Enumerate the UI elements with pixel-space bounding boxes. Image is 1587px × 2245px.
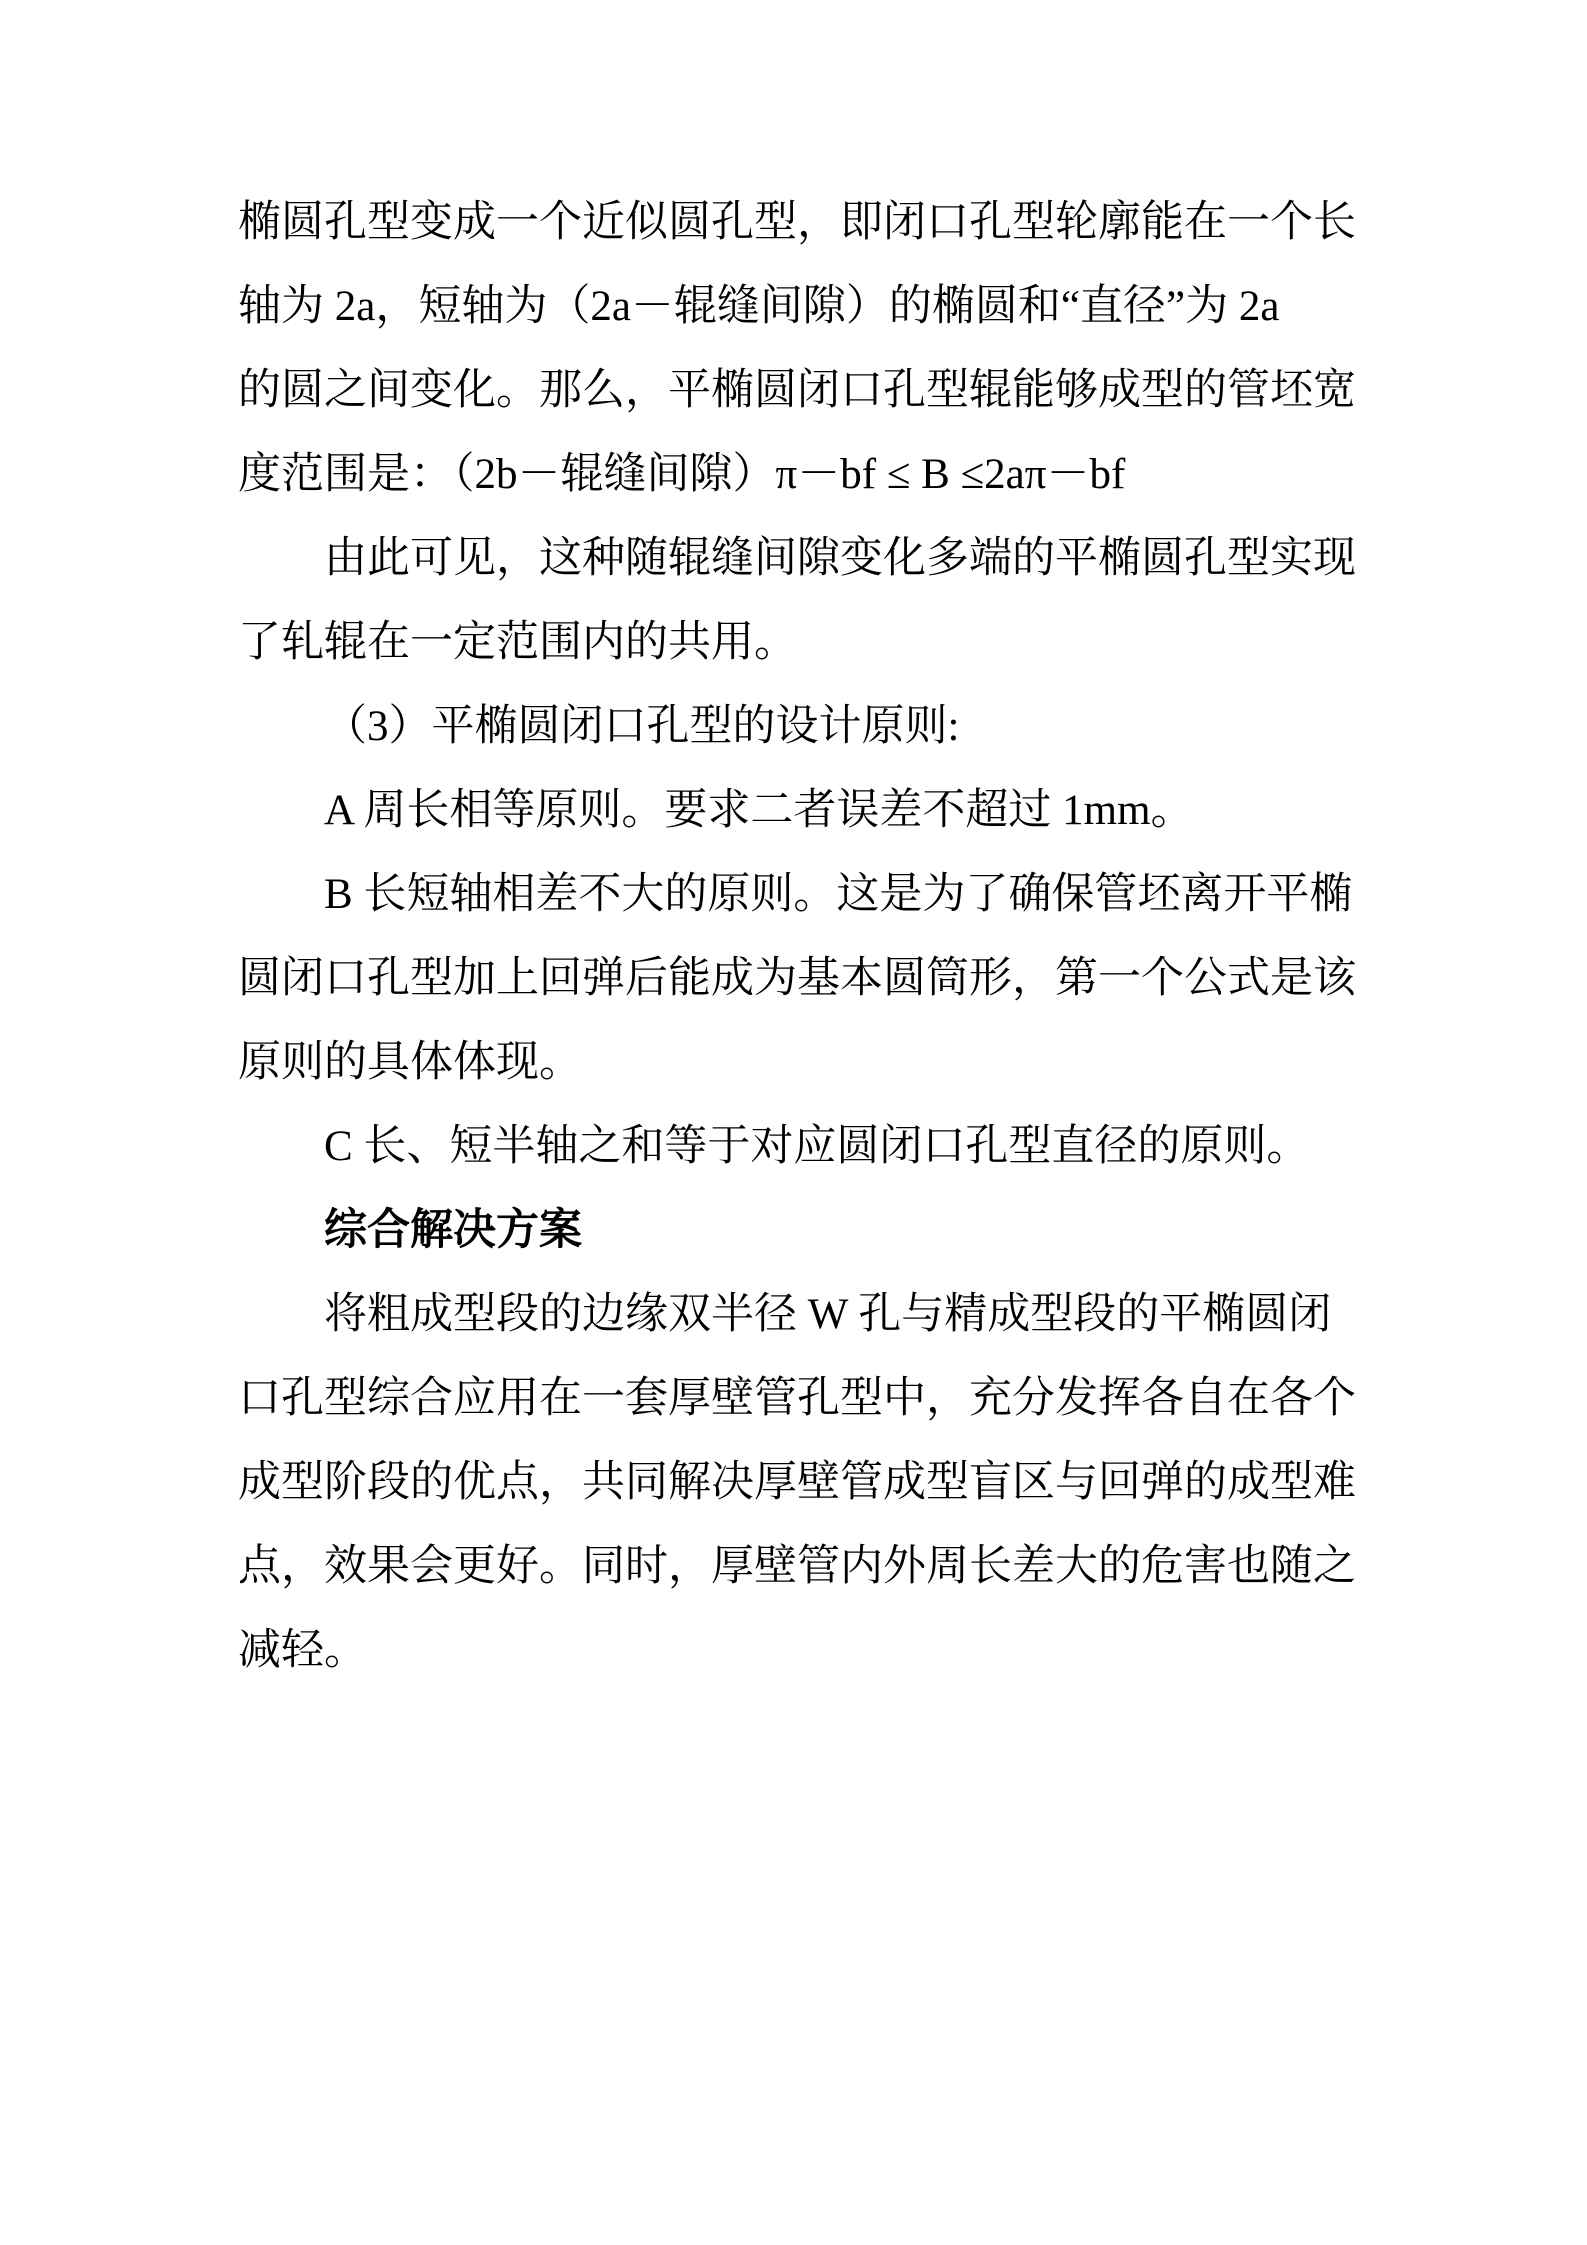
section-heading: 综合解决方案	[324, 1207, 582, 1254]
text-line: 度范围是：（2b－辊缝间隙）π－bf ≤ B ≤2aπ－bf	[238, 451, 1126, 498]
text-line: 原则的具体体现。	[238, 1039, 582, 1086]
text-line: 轴为 2a，短轴为（2a－辊缝间隙）的椭圆和“直径”为 2a	[238, 283, 1280, 330]
text-line: A 周长相等原则。要求二者误差不超过 1mm。	[324, 787, 1194, 834]
text-line: 成型阶段的优点，共同解决厚壁管成型盲区与回弹的成型难	[238, 1459, 1356, 1506]
text-line: 点，效果会更好。同时，厚壁管内外周长差大的危害也随之	[238, 1543, 1356, 1590]
text-line: 椭圆孔型变成一个近似圆孔型，即闭口孔型轮廓能在一个长	[238, 199, 1356, 246]
document-body	[238, 181, 1356, 1693]
text-line: 减轻。	[238, 1627, 367, 1674]
text-line: （3）平椭圆闭口孔型的设计原则:	[324, 703, 960, 750]
text-line: 的圆之间变化。那么，平椭圆闭口孔型辊能够成型的管坯宽	[238, 367, 1356, 414]
text-line: 由此可见，这种随辊缝间隙变化多端的平椭圆孔型实现	[324, 535, 1356, 582]
text-line: B 长短轴相差不大的原则。这是为了确保管坯离开平椭	[324, 871, 1353, 918]
text-line: 将粗成型段的边缘双半径 W 孔与精成型段的平椭圆闭	[324, 1291, 1332, 1338]
text-line: 口孔型综合应用在一套厚壁管孔型中，充分发挥各自在各个	[238, 1375, 1356, 1422]
text-line: 了轧辊在一定范围内的共用。	[238, 619, 797, 666]
text-line: 圆闭口孔型加上回弹后能成为基本圆筒形，第一个公式是该	[238, 955, 1356, 1002]
text-line: C 长、短半轴之和等于对应圆闭口孔型直径的原则。	[324, 1123, 1310, 1170]
